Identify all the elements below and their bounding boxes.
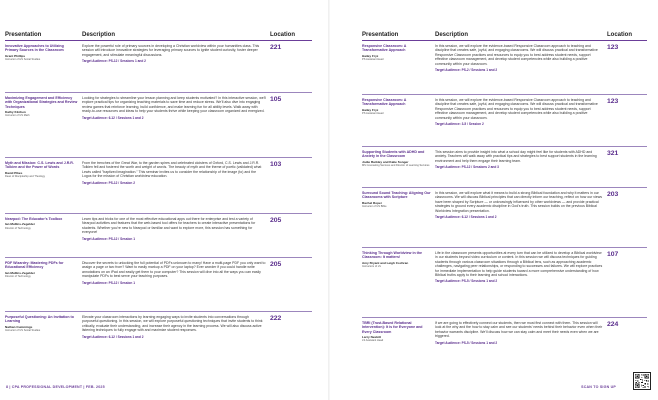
session-description: This session aims to provide insight into what a school day might feel like for students with ADHD and anxiety. Teachers will walk away with practical tips and strategies to best support students in the learning environment and help them engage their learning team. — [435, 150, 597, 163]
table-row — [362, 248, 647, 318]
session-description: From the trenches of the Great War, to the garden spires and celebrated cloisters of Oxford, C.S. Lewis and J.R.R. Tolkien fell and fostered the worth and weight of words. The beauty of myth and the theme of poetic (validated) what Lewis called "baptized imagination." This seminar invites us to consider the relationship of the image (to) and the Logos for the mission of Christian worldview education. — [82, 161, 262, 179]
room-location: 105 — [270, 96, 282, 103]
room-location: 123 — [607, 44, 619, 51]
table-row — [362, 41, 647, 95]
target-audience: Target Audience: PS-12 / Sessions 2 and 3 — [435, 165, 499, 170]
room-location: 203 — [607, 191, 619, 198]
presenter-role: Director of Technology — [5, 226, 31, 230]
presenter-name: Jodie Barkley and Katie Songer — [362, 159, 409, 164]
table-row — [5, 41, 312, 93]
presenter-role: PS Assistant Head — [362, 112, 384, 116]
session-title: Responsive Classroom: A Transformative Approach — [362, 98, 407, 107]
target-audience: Target Audience: PS-5 / Sessions 1 and 2 — [435, 340, 498, 345]
session-description: Explore the powerful role of primary sources in developing a Christian worldview within your humanities class. This session will introduce innovative strategies for leveraging primary sources to ignite student curiosity, foster deeper engagement, and stimulate meaningful discussions. — [82, 44, 260, 57]
presenter-name: Hailey Fryz — [362, 53, 379, 58]
table-row — [362, 147, 647, 188]
presenter-name: Kathy Kitchen — [5, 109, 26, 114]
target-audience: Target Audience: PS-12 / Session 2 — [82, 180, 135, 185]
room-location: 222 — [270, 315, 282, 322]
page-footer: 8 | CPA PROFESSIONAL DEVELOPMENT | FEB. 2025 — [6, 385, 105, 389]
right-page — [329, 0, 658, 400]
session-title: Purposeful Questioning: An Invitation to Learning — [5, 315, 74, 324]
presenter-role: Instructor of US Math — [5, 114, 30, 118]
target-audience: Target Audience: PS-5 / Sessions 1 and 2 — [435, 279, 498, 284]
target-audience: Target Audience: PS-12 / Session 1 — [82, 236, 135, 241]
room-location: 224 — [607, 321, 619, 328]
session-description: Looking for strategies to streamline your lesson planning and keep students motivated? In this interactive session, we'll explore practical tips for organizing teaching materials to save time and reduce stress. We'll also dive into engaging review games that reinforce learning, build confidence, and make learning fun for all ability levels. Walk away with ready-to-use resources and ideas to help your students thrive while keeping your classroom organized and energized. — [82, 96, 266, 114]
presenter-role: PS Assistant Head — [362, 58, 384, 62]
header-presentation: Presentation — [5, 32, 42, 38]
table-row — [5, 214, 312, 258]
scan-to-sign-up-label: SCAN TO SIGN UP — [581, 385, 616, 389]
sessions-table-left — [5, 29, 312, 374]
session-title: TBRI (Trust-Based Relational Intervention): It is for Everyone and Every Classroom — [362, 321, 423, 334]
session-description: Life in the classroom presents opportunities at every turn that can be utilized to develop a Biblical worldview in our students beyond video curriculum or content. In this session we will discuss techniques for guiding students through various classroom situations through a Biblical lens, such as approaching academic challenges, navigating peer relationships, or responding to successes and failures. We will explore practices for immediate implementation to help guide students toward a more comprehensive understanding of how Biblical truths apply to their learning and school interactions. — [435, 251, 603, 278]
presenter-role: Instructors of LS — [362, 265, 381, 269]
target-audience: Target Audience: PS-12 / Sessions 1 and 2 — [82, 59, 146, 64]
room-location: 103 — [270, 161, 282, 168]
table-row — [362, 188, 647, 248]
session-title: Myth and Mission: C.S. Lewis and J.R.R. Tolkien and the Power of Words — [5, 161, 74, 170]
presenter-name: Hailey Fryz — [362, 107, 379, 112]
target-audience: Target Audience: PS-12 / Session 1 — [82, 280, 135, 285]
table-header — [362, 29, 647, 41]
presenter-name: Rachel Roper — [362, 200, 382, 205]
header-location: Location — [270, 32, 295, 38]
session-description: In this session, we will explore the evidence-based Responsive Classroom approach to teaching and discipline that creates safe, joyful, and engaging classrooms. We will discuss practical and transformative Responsive Classroom practices and resources to equip you to best address student needs, support effective classroom management, and develop student competencies while also building a positive community within your classroom. — [435, 44, 598, 66]
session-title: Maximizing Engagement and Efficiency with Organizational Strategies and Review Techniques — [5, 96, 78, 109]
session-title: Innovative Approaches to Utilizing Primary Sources in the Classroom — [5, 44, 64, 53]
room-location: 321 — [607, 150, 619, 157]
session-title: PDF Wizardry: Mastering PDFs for Educational Efficiency — [5, 261, 64, 270]
presenter-role: LS Assistant Head — [362, 339, 384, 343]
table-row — [5, 312, 312, 374]
target-audience: Target Audience: 6-12 / Sessions 1 and 2 — [82, 115, 144, 120]
presenter-role: Dean of Discipleship and Theology — [5, 175, 46, 179]
session-description: Discover the secrets to unlocking the full potential of PDFs unknown to many! Have a multi-page PDF you only want to assign a page or two from? Want to easily markup a PDF on your laptop? Ever wonder if you could handle write annotations on an iPad and easily get them to your computer? This session will dive into all the ways you can easily manipulate PDFs to best serve your teaching purposes. — [82, 261, 266, 279]
presenter-name: Ian Mullins-Zegelder — [5, 270, 35, 275]
room-location: 205 — [270, 217, 282, 224]
presenter-name: Nathan Cummings — [5, 324, 33, 329]
presenter-role: Director of Technology — [5, 275, 31, 279]
session-description: If we are going to effectively connect our students, then we must first connect with them. This session will look at the why and the how to stay calm and see our students' needs behind their behavior even when their behavior warrants discipline. We'll discuss how we can stay calm and meet their needs even when we are triggered. — [435, 321, 603, 339]
session-description: In this session, we will explore what it means to build a strong Biblical foundation and why it matters in our classrooms. We will discuss Biblical principles that can directly inform our teaching, reflect on how our views have been shaped by Scripture — or unknowingly influenced by other worldviews — and provide practical strategies to ground every academic discipline in God's truth. This session builds on the previous Biblical Worldview Integration presentation. — [435, 191, 603, 213]
target-audience: Target Audience: 3-5 / Session 2 — [435, 122, 484, 127]
presenter-role: MS Counseling Services and Director of Learning Services — [362, 164, 430, 168]
session-description: Learn tips and tricks for one of the most effective educational apps out there for enterprise and test a variety of Nearpod activities and features that the web-based tool offers for teachers to create interactive presentations for students. Whether you're new to Nearpod or familiar and want to explore more, this session has something for everyone! — [82, 217, 256, 235]
session-title: Surround Sound Teaching: Aligning Our Classrooms with Scripture — [362, 191, 431, 200]
presenter-name: Ian Mullins-Zegelder — [5, 222, 35, 227]
header-description: Description — [82, 32, 116, 38]
session-title: Nearpod: The Educator's Toolbox — [5, 217, 63, 221]
table-row — [362, 95, 647, 147]
target-audience: Target Audience: 6-12 / Sessions 1 and 2 — [435, 215, 497, 220]
table-row — [5, 258, 312, 312]
presenter-name: Amy Bryant and Leigh Cochran — [362, 260, 409, 265]
qr-code-icon[interactable] — [633, 372, 651, 390]
target-audience: Target Audience: PS-2 / Sessions 1 and 2 — [435, 68, 498, 73]
presenter-name: Grant Phillips — [5, 53, 26, 58]
session-title: Supporting Students with ADHD and Anxiety in the Classroom — [362, 150, 425, 159]
session-title: Thinking Through Worldview in the Classroom: It matters! — [362, 251, 423, 260]
room-location: 107 — [607, 251, 619, 258]
session-description: Elevate your classroom interactions by learning engaging ways to invite students into conversations through purposeful questioning. In this session, we will explore purposeful questioning techniques that invite students to think critically, evaluate their understanding, and increase their agency in the learning process. We will also discuss active listening techniques to fully engage with and maximize student responses. — [82, 315, 263, 333]
table-row — [5, 93, 312, 158]
sessions-table-right — [362, 29, 647, 372]
header-location: Location — [607, 32, 632, 38]
presenter-name: Larry Nesbitt — [362, 334, 382, 339]
table-row — [362, 318, 647, 372]
presenter-role: Instructor of HS Social Studies — [5, 58, 41, 62]
room-location: 205 — [270, 261, 282, 268]
session-description: In this session, we will explore the evidence-based Responsive Classroom approach to teaching and discipline that creates safe, joyful, and engaging classrooms. We will discuss practical and transformative Responsive Classroom practices and resources to equip you to best address student needs, support effective classroom management, and develop student competencies while also building a positive community within your classroom. — [435, 98, 598, 120]
header-presentation: Presentation — [362, 32, 399, 38]
presenter-role: Instructor of US Bible — [362, 205, 387, 209]
table-row — [5, 158, 312, 214]
table-header — [5, 29, 312, 41]
session-title: Responsive Classroom: A Transformative Approach — [362, 44, 407, 53]
room-location: 123 — [607, 98, 619, 105]
header-description: Description — [435, 32, 469, 38]
presenter-name: David Pikes — [5, 170, 23, 175]
target-audience: Target Audience: 6-12 / Sessions 1 and 2 — [82, 334, 144, 339]
presenter-role: Instructor of US Social Studies — [5, 329, 41, 333]
room-location: 221 — [270, 44, 282, 51]
